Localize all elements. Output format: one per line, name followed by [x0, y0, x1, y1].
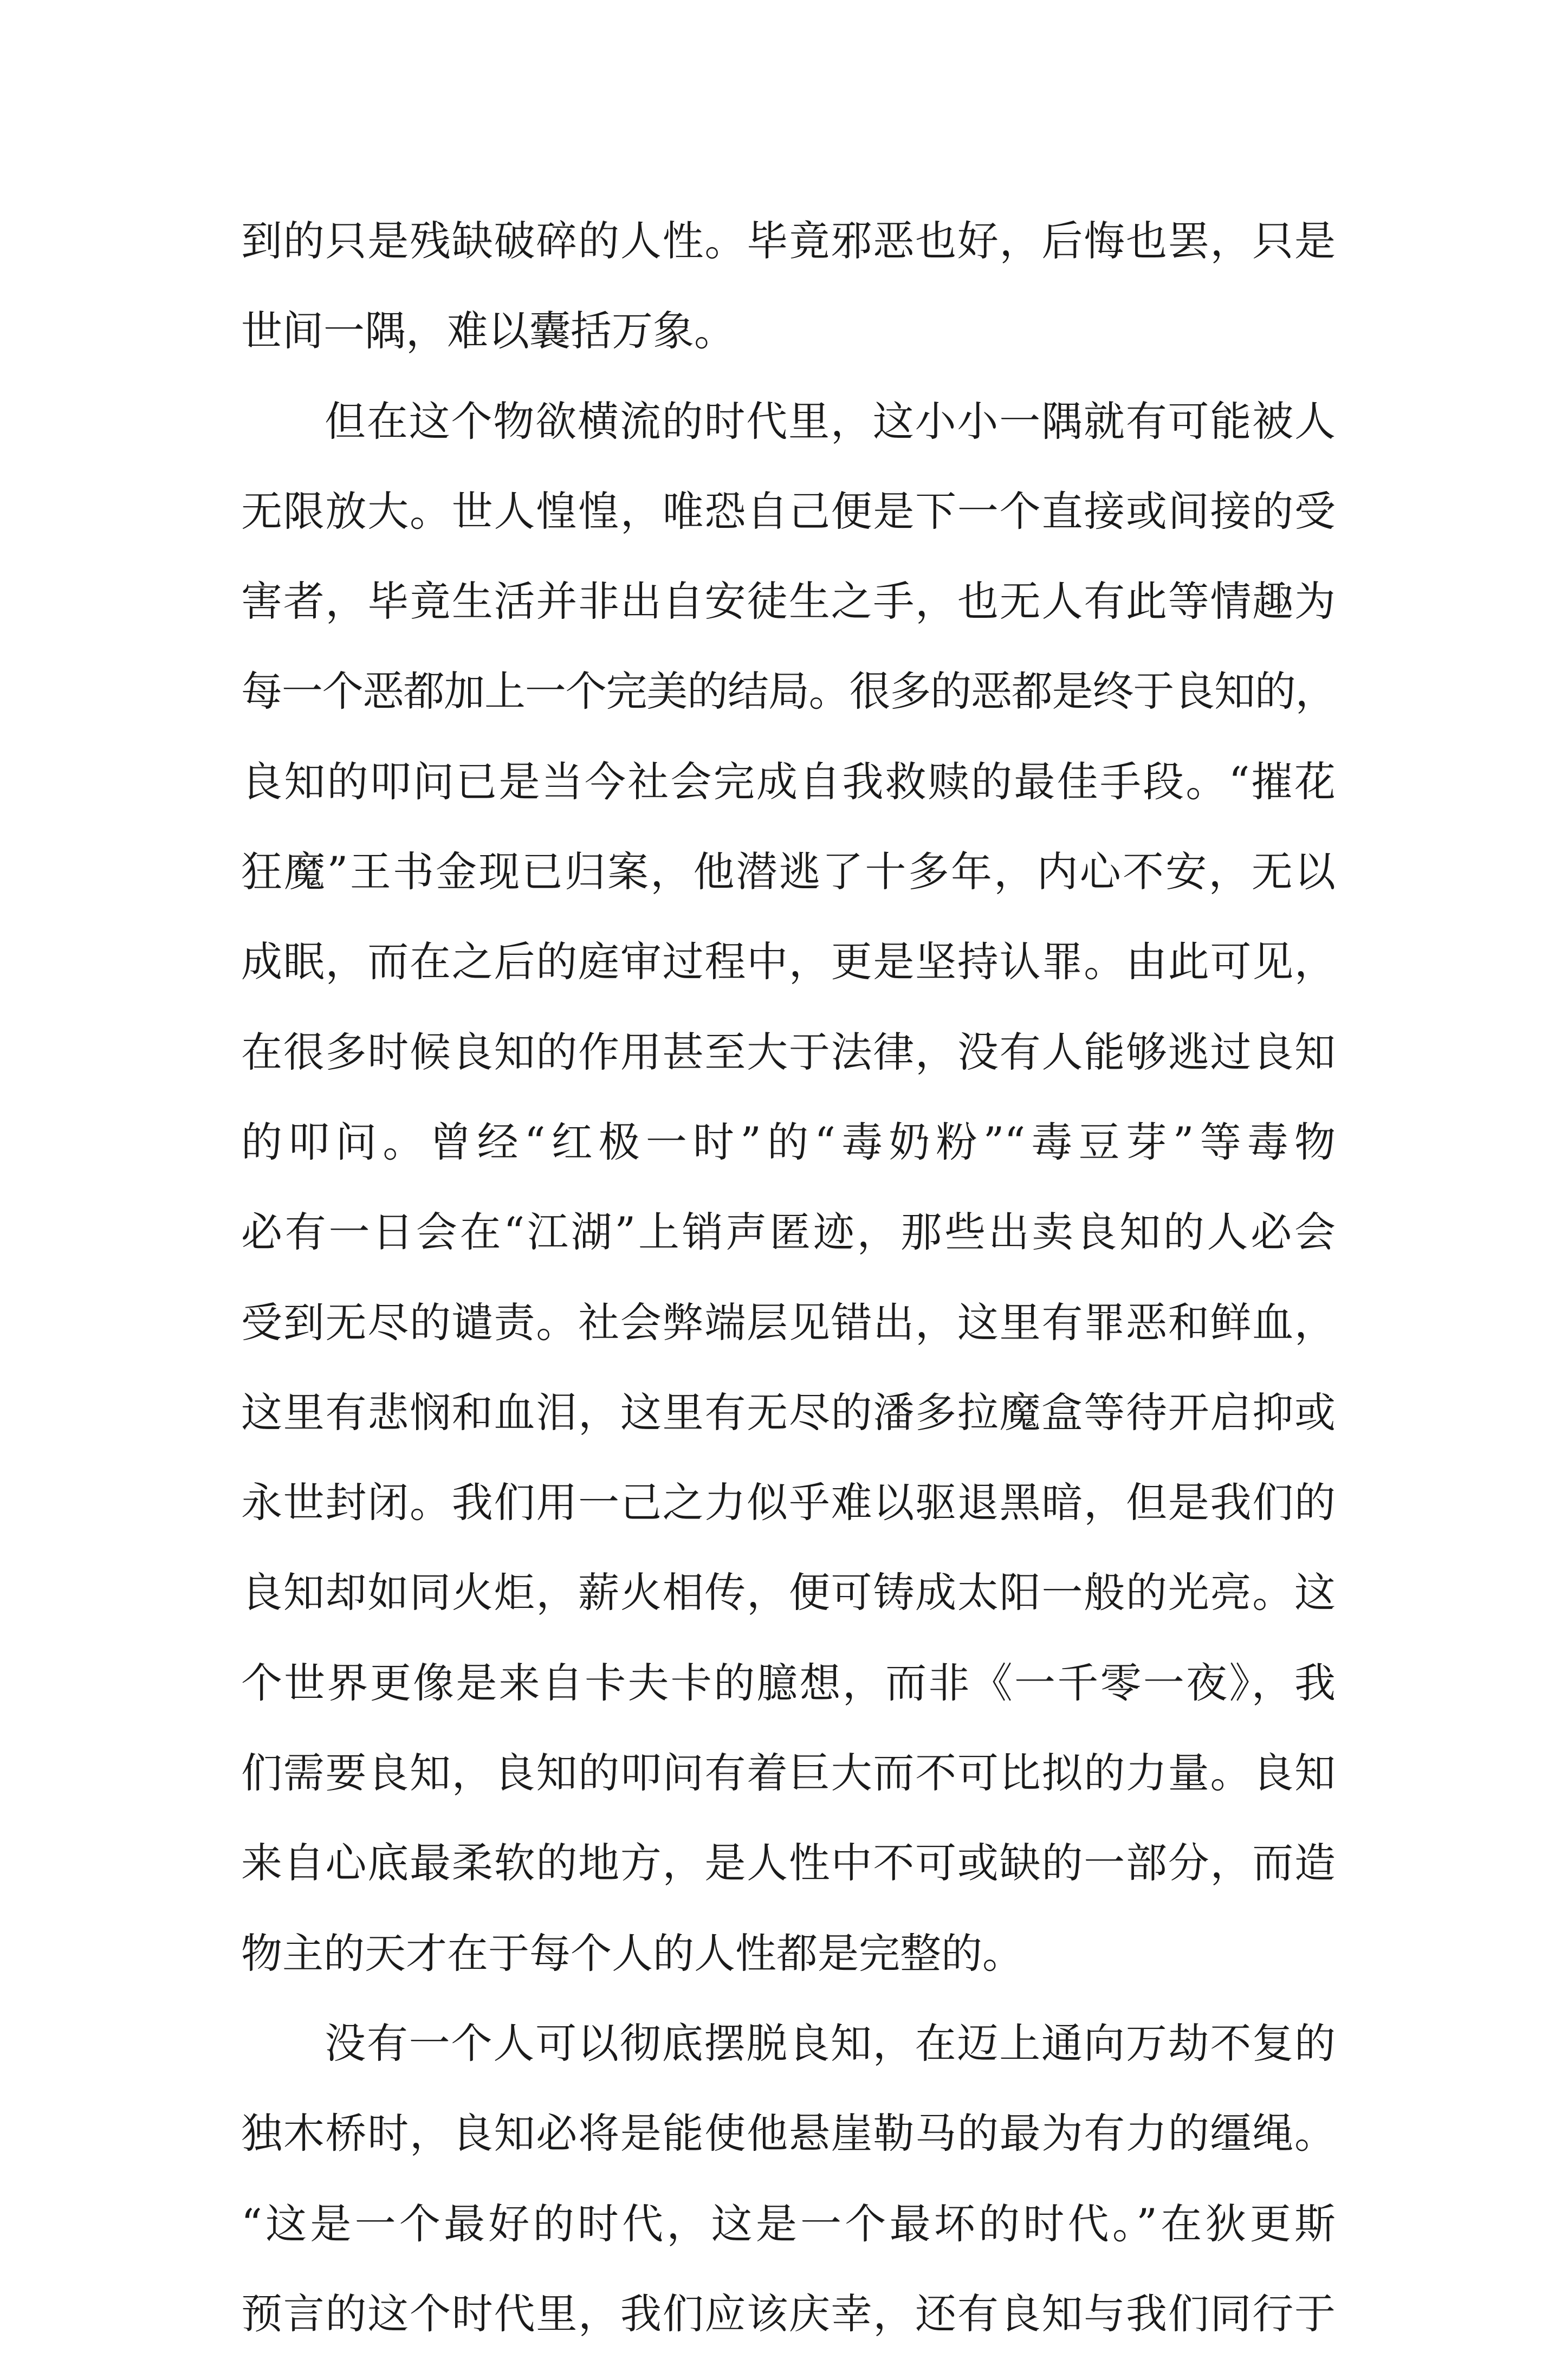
text-line: 狂魔”王书金现已归案，他潜逃了十多年，内心不安，无以 [241, 848, 1336, 896]
essay-body [241, 196, 1336, 2359]
text-line: 独木桥时，良知必将是能使他悬崖勒马的最为有力的缰绳。 [241, 2109, 1336, 2158]
text-line: 到的只是残缺破碎的人性。毕竟邪恶也好，后悔也罢，只是 [241, 217, 1336, 265]
text-line: “这是一个最好的时代，这是一个最坏的时代。”在狄更斯 [241, 2199, 1336, 2248]
text-line: 的叩问。曾经“红极一时”的“毒奶粉”“毒豆芽”等毒物 [241, 1117, 1336, 1166]
text-line: 预言的这个时代里，我们应该庆幸，还有良知与我们同行于 [241, 2289, 1336, 2338]
text-line: 成眠，而在之后的庭审过程中，更是坚持认罪。由此可见， [241, 938, 1336, 986]
text-line: 必有一日会在“江湖”上销声匿迹，那些出卖良知的人必会 [241, 1208, 1336, 1257]
text-line: 害者，毕竟生活并非出自安徒生之手，也无人有此等情趣为 [241, 577, 1336, 626]
text-line: 这里有悲悯和血泪，这里有无尽的潘多拉魔盒等待开启抑或 [241, 1388, 1336, 1437]
text-line: 物主的天才在于每个人的人性都是完整的。 [241, 1929, 1023, 1977]
text-line: 受到无尽的谴责。社会弊端层见错出，这里有罪恶和鲜血， [241, 1298, 1336, 1347]
text-line: 在很多时候良知的作用甚至大于法律，没有人能够逃过良知 [241, 1027, 1336, 1076]
text-line: 但在这个物欲横流的时代里，这小小一隅就有可能被人 [325, 397, 1336, 445]
text-line: 没有一个人可以彻底摆脱良知，在迈上通向万劫不复的 [325, 2019, 1336, 2067]
text-line: 们需要良知，良知的叩问有着巨大而不可比拟的力量。良知 [241, 1749, 1336, 1798]
text-line: 良知却如同火炬，薪火相传，便可铸成太阳一般的光亮。这 [241, 1568, 1336, 1617]
text-line: 无限放大。世人惶惶，唯恐自己便是下一个直接或间接的受 [241, 487, 1336, 535]
text-line: 来自心底最柔软的地方，是人性中不可或缺的一部分，而造 [241, 1839, 1336, 1888]
text-line: 良知的叩问已是当今社会完成自我救赎的最佳手段。“摧花 [241, 757, 1336, 806]
text-line: 永世封闭。我们用一己之力似乎难以驱退黑暗，但是我们的 [241, 1478, 1336, 1527]
text-line: 个世界更像是来自卡夫卡的臆想，而非《一千零一夜》，我 [241, 1658, 1336, 1707]
text-line: 每一个恶都加上一个完美的结局。很多的恶都是终于良知的， [241, 667, 1336, 716]
text-line: 世间一隅，难以囊括万象。 [241, 307, 735, 356]
